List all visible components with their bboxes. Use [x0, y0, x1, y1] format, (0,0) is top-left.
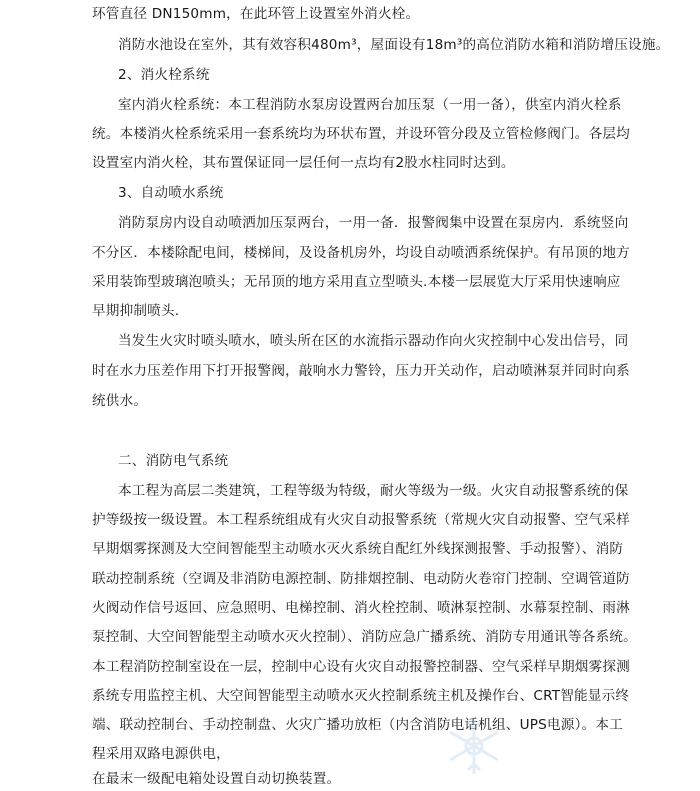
text-line: 本工程为高层二类建筑，工程等级为特级，耐火等级为一级。火灾自动报警系统的保: [118, 483, 629, 499]
text-line: 当发生火灾时喷头喷水，喷头所在区的水流指示器动作向火灾控制中心发出信号，同: [118, 333, 629, 349]
text-line: 系统专用监控主机、大空间智能型主动喷水灭火控制系统主机及操作台、CRT智能显示终: [92, 688, 630, 704]
text-line: 室内消火栓系统：本工程消防水泵房设置两台加压泵（一用一备），供室内消火栓系: [118, 97, 622, 113]
text-line: 统。本楼消火栓系统采用一套系统均为环状布置，并设环管分段及立管检修阀门。各层均: [92, 126, 630, 142]
text-line: 消防水池设在室外，其有效容积480m³，屋面设有18m³的高位消防水箱和消防增压设施。: [118, 37, 670, 53]
text-line: 消防泵房内设自动喷洒加压泵两台，一用一备．报警阀集中设置在泵房内．系统竖向: [118, 215, 629, 231]
text-line: 早期抑制喷头.: [92, 303, 180, 319]
section-heading: 二、消防电气系统: [118, 453, 229, 469]
text-line: 端、联动控制台、手动控制盘、火灾广播功放柜（内含消防电话机组、UPS电源）。本工: [92, 717, 623, 733]
text-line: 护等级按一级设置。本工程系统组成有火灾自动报警系统（常规火灾自动报警、空气采样: [92, 512, 630, 528]
text-line: 程采用双路电源供电，: [92, 746, 230, 762]
text-line: 联动控制系统（空调及非消防电源控制、防排烟控制、电动防火卷帘门控制、空调管道防: [92, 571, 630, 587]
text-line: 不分区．本楼除配电间，楼梯间，及设备机房外，均设自动喷洒系统保护。有吊顶的地方: [92, 245, 630, 261]
text-line: 环管直径 DN150mm，在此环管上设置室外消火栓。: [92, 6, 420, 22]
section-heading: 2、消火栓系统: [118, 67, 210, 83]
text-line: 设置室内消火栓，其布置保证同一层任何一点均有2股水柱同时达到。: [92, 155, 515, 171]
watermark-logo-icon: [440, 712, 508, 780]
text-line: 火阀动作信号返回、应急照明、电梯控制、消火栓控制、喷淋泵控制、水幕泵控制、雨淋: [92, 600, 630, 616]
section-heading: 3、自动喷水系统: [118, 185, 224, 201]
text-line: 时在水力压差作用下打开报警阀，敲响水力警铃，压力开关动作，启动喷淋泵并同时向系: [92, 363, 630, 379]
text-line: 采用装饰型玻璃泡喷头；无吊顶的地方采用直立型喷头.本楼一层展览大厅采用快速响应: [92, 274, 621, 290]
text-line: 在最末一级配电箱处设置自动切换装置。: [92, 771, 341, 787]
text-line: 早期烟雾探测及大空间智能型主动喷水灭火系统自配红外线探测报警、手动报警）、消防: [92, 541, 624, 557]
text-line: 本工程消防控制室设在一层，控制中心设有火灾自动报警控制器、空气采样早期烟雾探测: [92, 659, 630, 675]
text-line: 泵控制、大空间智能型主动喷水灭火控制）、消防应急广播系统、消防专用通讯等各系统。: [92, 629, 637, 645]
text-line: 统供水。: [92, 393, 148, 409]
